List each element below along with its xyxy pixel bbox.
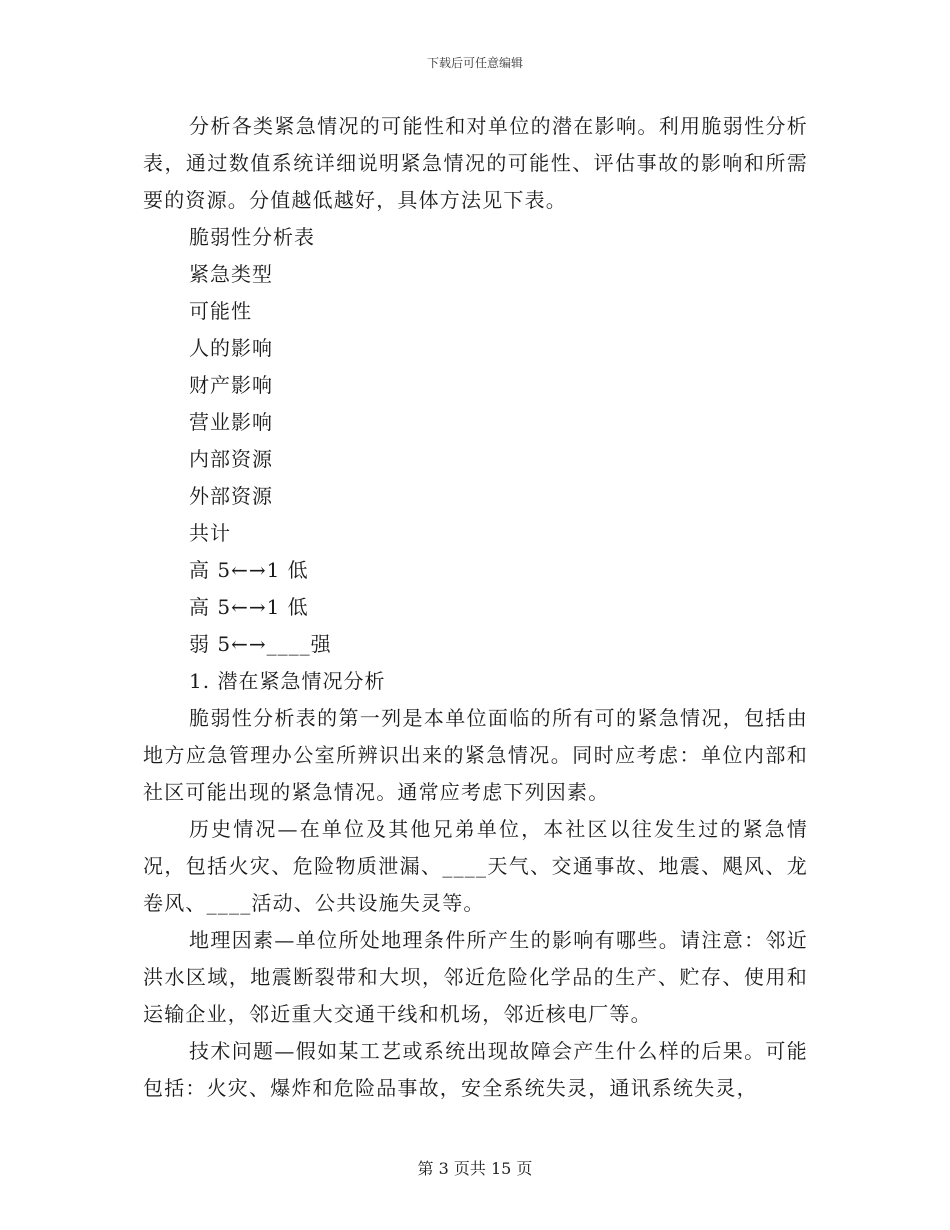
scale-line-1: 高 5←→1 低: [189, 558, 309, 582]
column-business-impact: 营业影响: [189, 410, 273, 434]
column-internal-resources: 内部资源: [189, 447, 273, 471]
paragraph-technical: 技术问题—假如某工艺或系统出现故障会产生什么样的后果。可能包括：火灾、爆炸和危险品事故，安全系统失灵，通讯系统失灵，: [143, 1039, 808, 1100]
section-heading: 1. 潜在紧急情况分析: [189, 669, 386, 693]
column-possibility: 可能性: [189, 299, 252, 323]
paragraph-history: 历史情况—在单位及其他兄弟单位，本社区以往发生过的紧急情况，包括火灾、危险物质泄漏、____天气、交通事故、地震、飓风、龙卷风、____活动、公共设施失灵等。: [143, 817, 808, 915]
document-body: [143, 108, 808, 1107]
table-title: 脆弱性分析表: [189, 225, 315, 249]
scale-line-3: 弱 5←→____强: [189, 632, 332, 656]
intro-paragraph: 分析各类紧急情况的可能性和对单位的潜在影响。利用脆弱性分析表，通过数值系统详细说明紧急情况的可能性、评估事故的影响和所需要的资源。分值越低越好，具体方法见下表。: [143, 114, 808, 212]
paragraph-geography: 地理因素—单位所处地理条件所产生的影响有哪些。请注意：邻近洪水区域，地震断裂带和大坝，邻近危险化学品的生产、贮存、使用和运输企业，邻近重大交通干线和机场，邻近核电厂等。: [143, 928, 808, 1026]
column-external-resources: 外部资源: [189, 484, 273, 508]
column-emergency-type: 紧急类型: [189, 262, 273, 286]
column-total: 共计: [189, 521, 231, 545]
page-number: 第 3 页共 15 页: [417, 1159, 533, 1178]
paragraph-first-column: 脆弱性分析表的第一列是本单位面临的所有可的紧急情况，包括由地方应急管理办公室所辨识出来的紧急情况。同时应考虑：单位内部和社区可能出现的紧急情况。通常应考虑下列因素。: [143, 706, 808, 804]
column-human-impact: 人的影响: [189, 336, 273, 360]
page-header: 下载后可任意编辑: [426, 56, 523, 70]
scale-line-2: 高 5←→1 低: [189, 595, 309, 619]
column-property-impact: 财产影响: [189, 373, 273, 397]
